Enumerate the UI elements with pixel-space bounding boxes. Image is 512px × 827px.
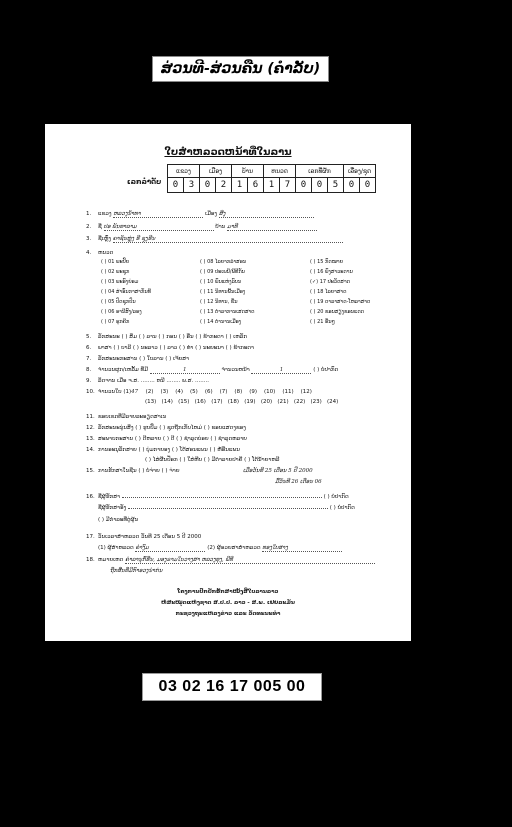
- leaf-count-value: 47: [131, 389, 139, 395]
- field-preservation-row-2: [145, 457, 279, 463]
- sheet-number: (5): [190, 389, 198, 395]
- reg-digit: 0: [312, 178, 328, 193]
- option-label: 17 ປະວັດສາດ: [319, 279, 350, 285]
- field-label: ຊື່ຜູ້ຮັກສາອັງ: [98, 505, 127, 511]
- option-label: 13 ຕຳລາການເສດສາດ: [207, 309, 255, 315]
- reg-digit: 0: [200, 178, 216, 193]
- option-label: 11 ນິທານພື້ນເມືອງ: [207, 289, 246, 295]
- district-value: ສີງ: [219, 211, 314, 218]
- field-label: ແຂວງ: [98, 211, 112, 217]
- field-surveyors-row: [98, 545, 342, 552]
- field-text: ສະພາບກະສານ ( ) ດີຫລາຍ ( ) ດີ ( ) ຊຳລຸດບ່ອຍ ( ) ຊຳລຸດຫລາຍ: [98, 436, 247, 442]
- field-text: ( ) ບໍ່ປາກົດ: [329, 505, 355, 511]
- option-item[interactable]: ( ) 12 ນິທານ, ຂື່ນ: [200, 299, 238, 305]
- option-item[interactable]: ( ) 19 ດາລາສາດ-ໂຫລາສາດ: [310, 299, 371, 305]
- field-label: ຈຳນວນໃບ: [98, 389, 122, 395]
- field-keeper-3-row: [98, 517, 138, 523]
- footer-library: ຫໍສະໝຸດແຫ່ງຊາດ ສ.ປ.ປ. ລາວ - ສ.ພ. ເຢຍລະມັນ: [161, 600, 295, 606]
- option-label: 20 ຂອນສຽງຂອນແດດ: [317, 309, 365, 315]
- field-condition-row: 13. ສະພາບກະສານ ( ) ດີຫລາຍ ( ) ດີ ( ) ຊຳລຸດບ່ອຍ ( ) ຊຳລຸດຫລາຍ: [86, 436, 247, 442]
- option-item[interactable]: ( ) 15 ກົດໝາຍ: [310, 259, 344, 265]
- footer-project: ໂຄງການປົກປັກຮັກສາໜັງສືໃບລານລາວ: [177, 589, 279, 595]
- option-label: 15 ກົດໝາຍ: [317, 259, 344, 265]
- option-item[interactable]: ( ) 11 ນິທານພື້ນເມືອງ: [200, 289, 246, 295]
- option-item[interactable]: ( ) 02 ພະຊຸກ: [101, 269, 130, 275]
- reg-header: ຫນວດ: [264, 165, 296, 178]
- reg-header: ເມືອງ: [200, 165, 232, 178]
- reg-header: ເລກທີ່ຜັກ: [296, 165, 344, 178]
- page-count-value: 1: [251, 367, 311, 374]
- option-label: 09 ປະເພນີ/ພີທີກັນ: [207, 269, 245, 275]
- remarks-value: ຄໍາລານຸກົ້ຮີ່ນ, ມອງຣາມໃນວາງສາ ຫລວງທຸງ, ພີທີ: [125, 557, 375, 564]
- sheet-number: (22): [293, 399, 306, 405]
- option-item[interactable]: ( ) 20 ຂອນສຽງຂອນແດດ: [310, 309, 365, 315]
- sheet-number: (20): [260, 399, 273, 405]
- option-label: 21 ອື່ນໆ: [317, 319, 335, 325]
- catalog-code-label: 03 02 16 17 005 00: [142, 673, 322, 701]
- field-label: ຊື່ຜູ້ຮັກສາ: [98, 494, 121, 500]
- sheet-numbers-row-2: [145, 399, 338, 405]
- name-value: ປອ ພັນທາລາມ: [104, 224, 214, 231]
- field-text: ວັນເວລາສຳຫລວດ ວັນທີ 25 ເດືອນ 5 ປີ 2000: [98, 534, 202, 540]
- option-label: 16 ພົງສາວະດານ: [317, 269, 353, 275]
- banner-title: ສ່ວນທີ-ສ່ວນຄືນ (ຄຳລັບ): [152, 56, 329, 82]
- field-keeper-2-row: [98, 505, 355, 511]
- sheet-number: (9): [249, 389, 258, 395]
- sheet-number: (6): [204, 389, 213, 395]
- option-item[interactable]: ( ) 04 ສ່າອົ່ນກາສາກັນທີ: [101, 289, 151, 295]
- survey-form-sheet: [45, 124, 411, 641]
- option-label: 05 ປົດຊຸກປົນ: [108, 299, 136, 305]
- sheet-number: (15): [178, 399, 190, 405]
- option-item[interactable]: ( ) 18 ໄລຍາສາດ: [310, 289, 347, 295]
- registration-number-grid: [167, 164, 376, 193]
- storage-date-2: ມື້ວັນທີ 26 ເດືອນ 06: [275, 479, 322, 485]
- field-preservation-row: 14. ການອະນຸລັກສາຍ ( ) ບຸ່ມກາຍອງ ( ) ໂຕ້ສອນແພນ ( ) ຫໍ້ອີ່ນແພນ: [86, 447, 240, 453]
- sheet-number: (24): [327, 399, 339, 405]
- option-item[interactable]: ( ) 01 ພະປົ້ຍ: [101, 259, 130, 265]
- field-label: ຊື່ເຫຼົ່ງ: [98, 236, 111, 242]
- option-item-checked[interactable]: (✓) 17 ປະວັດສາດ: [310, 279, 350, 285]
- reg-digit: 7: [280, 178, 296, 193]
- field-text: ( ) ບໍ່ປາກົດ: [313, 367, 339, 373]
- field-text: ການອະນຸລັກສາຍ ( ) ບຸ່ມກາຍອງ ( ) ໂຕ້ສອນແພນ ( ) ຫໍ້ອີ່ນແພນ: [98, 447, 240, 453]
- sheet-number: (2): [145, 389, 154, 395]
- field-text: ( ) ບໍ່ປາກົດ: [323, 494, 349, 500]
- field-storage-date-2: [275, 479, 322, 485]
- reg-digit: 6: [248, 178, 264, 193]
- sheet-number: (11): [282, 389, 294, 395]
- reg-digit: 0: [344, 178, 360, 193]
- field-text: ລຶດຈານ ເມື່ອ ຈ.ສ. ........ ຫນີ ........ ພ.ສ. ........: [98, 378, 209, 384]
- co-surveyor-value: ທອງໃບສາງ: [262, 545, 342, 552]
- sheet-number: (3): [160, 389, 169, 395]
- option-label: 12 ນິທານ, ຂື່ນ: [207, 299, 238, 305]
- field-name-row: 2. ຊື່ ປອ ພັນທາລາມ ບ້ານ ມາທີ: [86, 224, 317, 231]
- option-label: 06 ອານີສົງ/ລອງ: [108, 309, 142, 315]
- option-item[interactable]: ( ) 10 ພົນແຫ່ງລົບນ: [200, 279, 242, 285]
- field-label: ຈຳນວນຫນ້າ: [221, 367, 250, 373]
- field-label: ຊື່: [98, 224, 102, 230]
- field-text: ຂອບເຂດທີ່ມີລາຍລະອຽດສາເນ: [98, 414, 167, 420]
- field-category-row: 4. ຫນວດ: [86, 250, 114, 256]
- footer-ministry: ກະຊວງຖະແຫລງຂ່າວ ແລະ ວັດທະນະທຳ: [175, 611, 281, 617]
- surveyor-value: ຄຳງົມ: [135, 545, 205, 552]
- option-item[interactable]: ( ) 06 ອານີສົງ/ລອງ: [101, 309, 142, 315]
- reg-digit: 2: [216, 178, 232, 193]
- option-item[interactable]: ( ) 08 ໄລຍາກລຳສອນ: [200, 259, 247, 265]
- reg-digit: 0: [168, 178, 184, 193]
- field-label: ເມືອງ: [205, 211, 218, 217]
- sheet-number: (13): [145, 399, 157, 405]
- field-label: (2) ຜູ້ອວຍສາສຳຫລວດ: [207, 545, 261, 551]
- reg-digit: 5: [328, 178, 344, 193]
- field-language-row: 6. ພາສາ ( ) ບາລີ ( ) ນະລາວ ( ) ລາວ ( ) ທຳ ( ) ນະຍະນາ ( ) ຂ້າກະດາ: [86, 345, 254, 351]
- reg-header: ເລື່ອງ/ຊຸດ: [344, 165, 376, 178]
- option-item[interactable]: ( ) 03 ພະອົງຍ່ອມ: [101, 279, 139, 285]
- field-text: ລັກສະນະກະສານ ( ) ໃບລານ ( ) ເຈ້ຍສາ: [98, 356, 190, 362]
- option-item[interactable]: ( ) 13 ຕຳລາການເສດສາດ: [200, 309, 255, 315]
- field-survey-date-row: 17. ວັນເວລາສຳຫລວດ ວັນທີ 25 ເດືອນ 5 ປີ 2000: [86, 534, 202, 540]
- reg-header: ແຂວງ: [168, 165, 200, 178]
- field-keeper-row: 16. ຊື່ຜູ້ຮັກສາ ( ) ບໍ່ປາກົດ: [86, 494, 349, 500]
- field-date-row: 9. ລຶດຈານ ເມື່ອ ຈ.ສ. ........ ຫນີ ........ ພ.ສ. ........: [86, 378, 209, 384]
- option-item[interactable]: ( ) 07 ອຸກຄີກ: [101, 319, 130, 325]
- sheet-number: (23): [310, 399, 322, 405]
- sheet-number: (17): [211, 399, 223, 405]
- option-label: 10 ພົນແຫ່ງລົບນ: [207, 279, 242, 285]
- reg-digit: 0: [296, 178, 312, 193]
- field-label: ບ້ານ: [215, 224, 226, 230]
- field-text: ການຮັກສາໃນຊີ່ນ ( ) ບໍ່ຈ່າຍ ( ) ຈ່າຍ: [98, 468, 180, 474]
- field-text: ລັກສະນະ ( ) ສິ່ມ ( ) ລານ ( ) ກອນ ( ) ອື່ນ ( ) ຂ້າກະດາ ( ) ເຫລັກ: [98, 334, 248, 340]
- sheet-number: (12): [300, 389, 312, 395]
- option-item[interactable]: ( ) 09 ປະເພນີ/ພີທີກັນ: [200, 269, 245, 275]
- sheet-number: (8): [234, 389, 243, 395]
- sheet-number: (19): [244, 399, 256, 405]
- option-label: 19 ດາລາສາດ-ໂຫລາສາດ: [317, 299, 371, 305]
- option-item[interactable]: ( ) 14 ຕຳນານເມືອງ: [200, 319, 242, 325]
- sheet-number: (21): [277, 399, 289, 405]
- remarks-value-2: ຖືກສີ່ນທີ່ມີກົາອວງນໍາກ່ນ: [110, 568, 163, 574]
- field-remarks-row: 18. ຫມາຍເຫດ ຄໍາລານຸກົ້ຮີ່ນ, ມອງຣາມໃນວາງສາ ຫລວງທຸງ, ພີທີ: [86, 557, 375, 564]
- field-scope-row: 11. ຂອບເຂດທີ່ມີລາຍລະອຽດສາເນ: [86, 414, 167, 420]
- field-text: ( ) ໄສ່ຜືນປັອກ ( ) ໃສ່ຫີບ ( ) ມີຕຳລາຍປາຄື ( ) ໂຕ້ນ້ຳຍາຫລີ: [145, 457, 280, 463]
- option-item[interactable]: ( ) 16 ພົງສາວະດານ: [310, 269, 353, 275]
- sheet-number: (4): [175, 389, 184, 395]
- sheet-number: (14): [161, 399, 173, 405]
- reg-digit: 3: [184, 178, 200, 193]
- village-value: ມາທີ: [227, 224, 317, 231]
- field-label: ຫນວດ: [98, 250, 114, 256]
- province-value: ຫລວງນໍ້າທາ: [113, 211, 203, 218]
- reg-digit: 0: [360, 178, 376, 193]
- field-storage-row: 15. ການຮັກສາໃນຊີ່ນ ( ) ບໍ່ຈ່າຍ ( ) ຈ່າຍ ເມື່ອວັນທີ 25 ເດືອນ 5 ປີ 2000: [86, 468, 313, 474]
- option-label: 03 ພະອົງຍ່ອມ: [108, 279, 139, 285]
- sheet-number: (7): [219, 389, 228, 395]
- sheet-number: (16): [194, 399, 206, 405]
- field-title-row: 3. ຊື່ເຫຼົ່ງ ຄາຊັນຫຼຸ່ງ ຮີ ຊຸງຮີນ: [86, 236, 343, 243]
- bundle-count-value: 1: [150, 367, 220, 374]
- field-remarks-row-2: [110, 568, 162, 574]
- option-label: 02 ພະຊຸກ: [108, 269, 130, 275]
- field-features-row: 12. ລັກສະນະນູ່ນສິ່ງ ( ) ຮູບປົ້ມ ( ) ຊຸດຖືກເກັບໄຫມ່ ( ) ຂອບແສດງຂອງ: [86, 425, 246, 431]
- option-item[interactable]: ( ) 21 ອື່ນໆ: [310, 319, 335, 325]
- reg-digit: 1: [232, 178, 248, 193]
- option-label: 01 ພະປົ້ຍ: [108, 259, 130, 265]
- field-text: ພາສາ ( ) ບາລີ ( ) ນະລາວ ( ) ລາວ ( ) ທຳ ( ) ນະຍະນາ ( ) ຂ້າກະດາ: [98, 345, 254, 351]
- option-label: 04 ສ່າອົ່ນກາສາກັນທີ: [108, 289, 151, 295]
- field-material-row: 7. ລັກສະນະກະສານ ( ) ໃບລານ ( ) ເຈ້ຍສາ: [86, 356, 190, 362]
- field-label: (1) ຜູ້ສຳຫລວດ: [98, 545, 134, 551]
- option-label: 14 ຕຳນານເມືອງ: [207, 319, 242, 325]
- field-bundle-count-row: 8. ຈຳນວນຜູກ/ເຫລັ້ມ ທີ່ມີ 1 ຈຳນວນຫນ້າ 1 ( ) ບໍ່ປາກົດ: [86, 367, 339, 373]
- field-label: ຈຳນວນຜູກ/ເຫລັ້ມ ທີ່ມີ: [98, 367, 148, 373]
- field-type-row: 5. ລັກສະນະ ( ) ສິ່ມ ( ) ລານ ( ) ກອນ ( ) ອື່ນ ( ) ຂ້າກະດາ ( ) ເຫລັກ: [86, 334, 248, 340]
- title-value: ຄາຊັນຫຼຸ່ງ ຮີ ຊຸງຮີນ: [113, 236, 343, 243]
- storage-date-1: ເມື່ອວັນທີ 25 ເດືອນ 5 ປີ 2000: [242, 468, 313, 474]
- field-label: ຫມາຍເຫດ: [98, 557, 124, 563]
- sheet-number: (10): [264, 389, 276, 395]
- field-leaf-count-row: 10. ຈຳນວນໃບ (1)47 (2) (3) (4) (5) (6) (7) (8) (9) (10) (11) (12): [86, 389, 312, 395]
- reg-digit: 1: [264, 178, 280, 193]
- field-province-row: 1. ແຂວງ ຫລວງນໍ້າທາ ເມືອງ ສີງ: [86, 211, 314, 218]
- option-label: 07 ອຸກຄີກ: [108, 319, 130, 325]
- option-label: 08 ໄລຍາກລຳສອນ: [207, 259, 247, 265]
- option-item[interactable]: ( ) 05 ປົດຊຸກປົນ: [101, 299, 136, 305]
- option-label: 18 ໄລຍາສາດ: [317, 289, 347, 295]
- field-text: ລັກສະນະນູ່ນສິ່ງ ( ) ຮູບປົ້ມ ( ) ຊຸດຖືກເກັບໄຫມ່ ( ) ຂອບແສດງຂອງ: [98, 425, 246, 431]
- form-title: ໃບສຳຫລວດຫນ້າທີ່ໃນລານ: [164, 147, 292, 158]
- reg-header: ບ້ານ: [232, 165, 264, 178]
- sheet-number: (18): [227, 399, 240, 405]
- field-text: ( ) ມີກຳລະທີ່ຕູ່ຜູ້ນ: [98, 517, 139, 523]
- registration-label: ເລກລຳດັບ: [127, 178, 162, 186]
